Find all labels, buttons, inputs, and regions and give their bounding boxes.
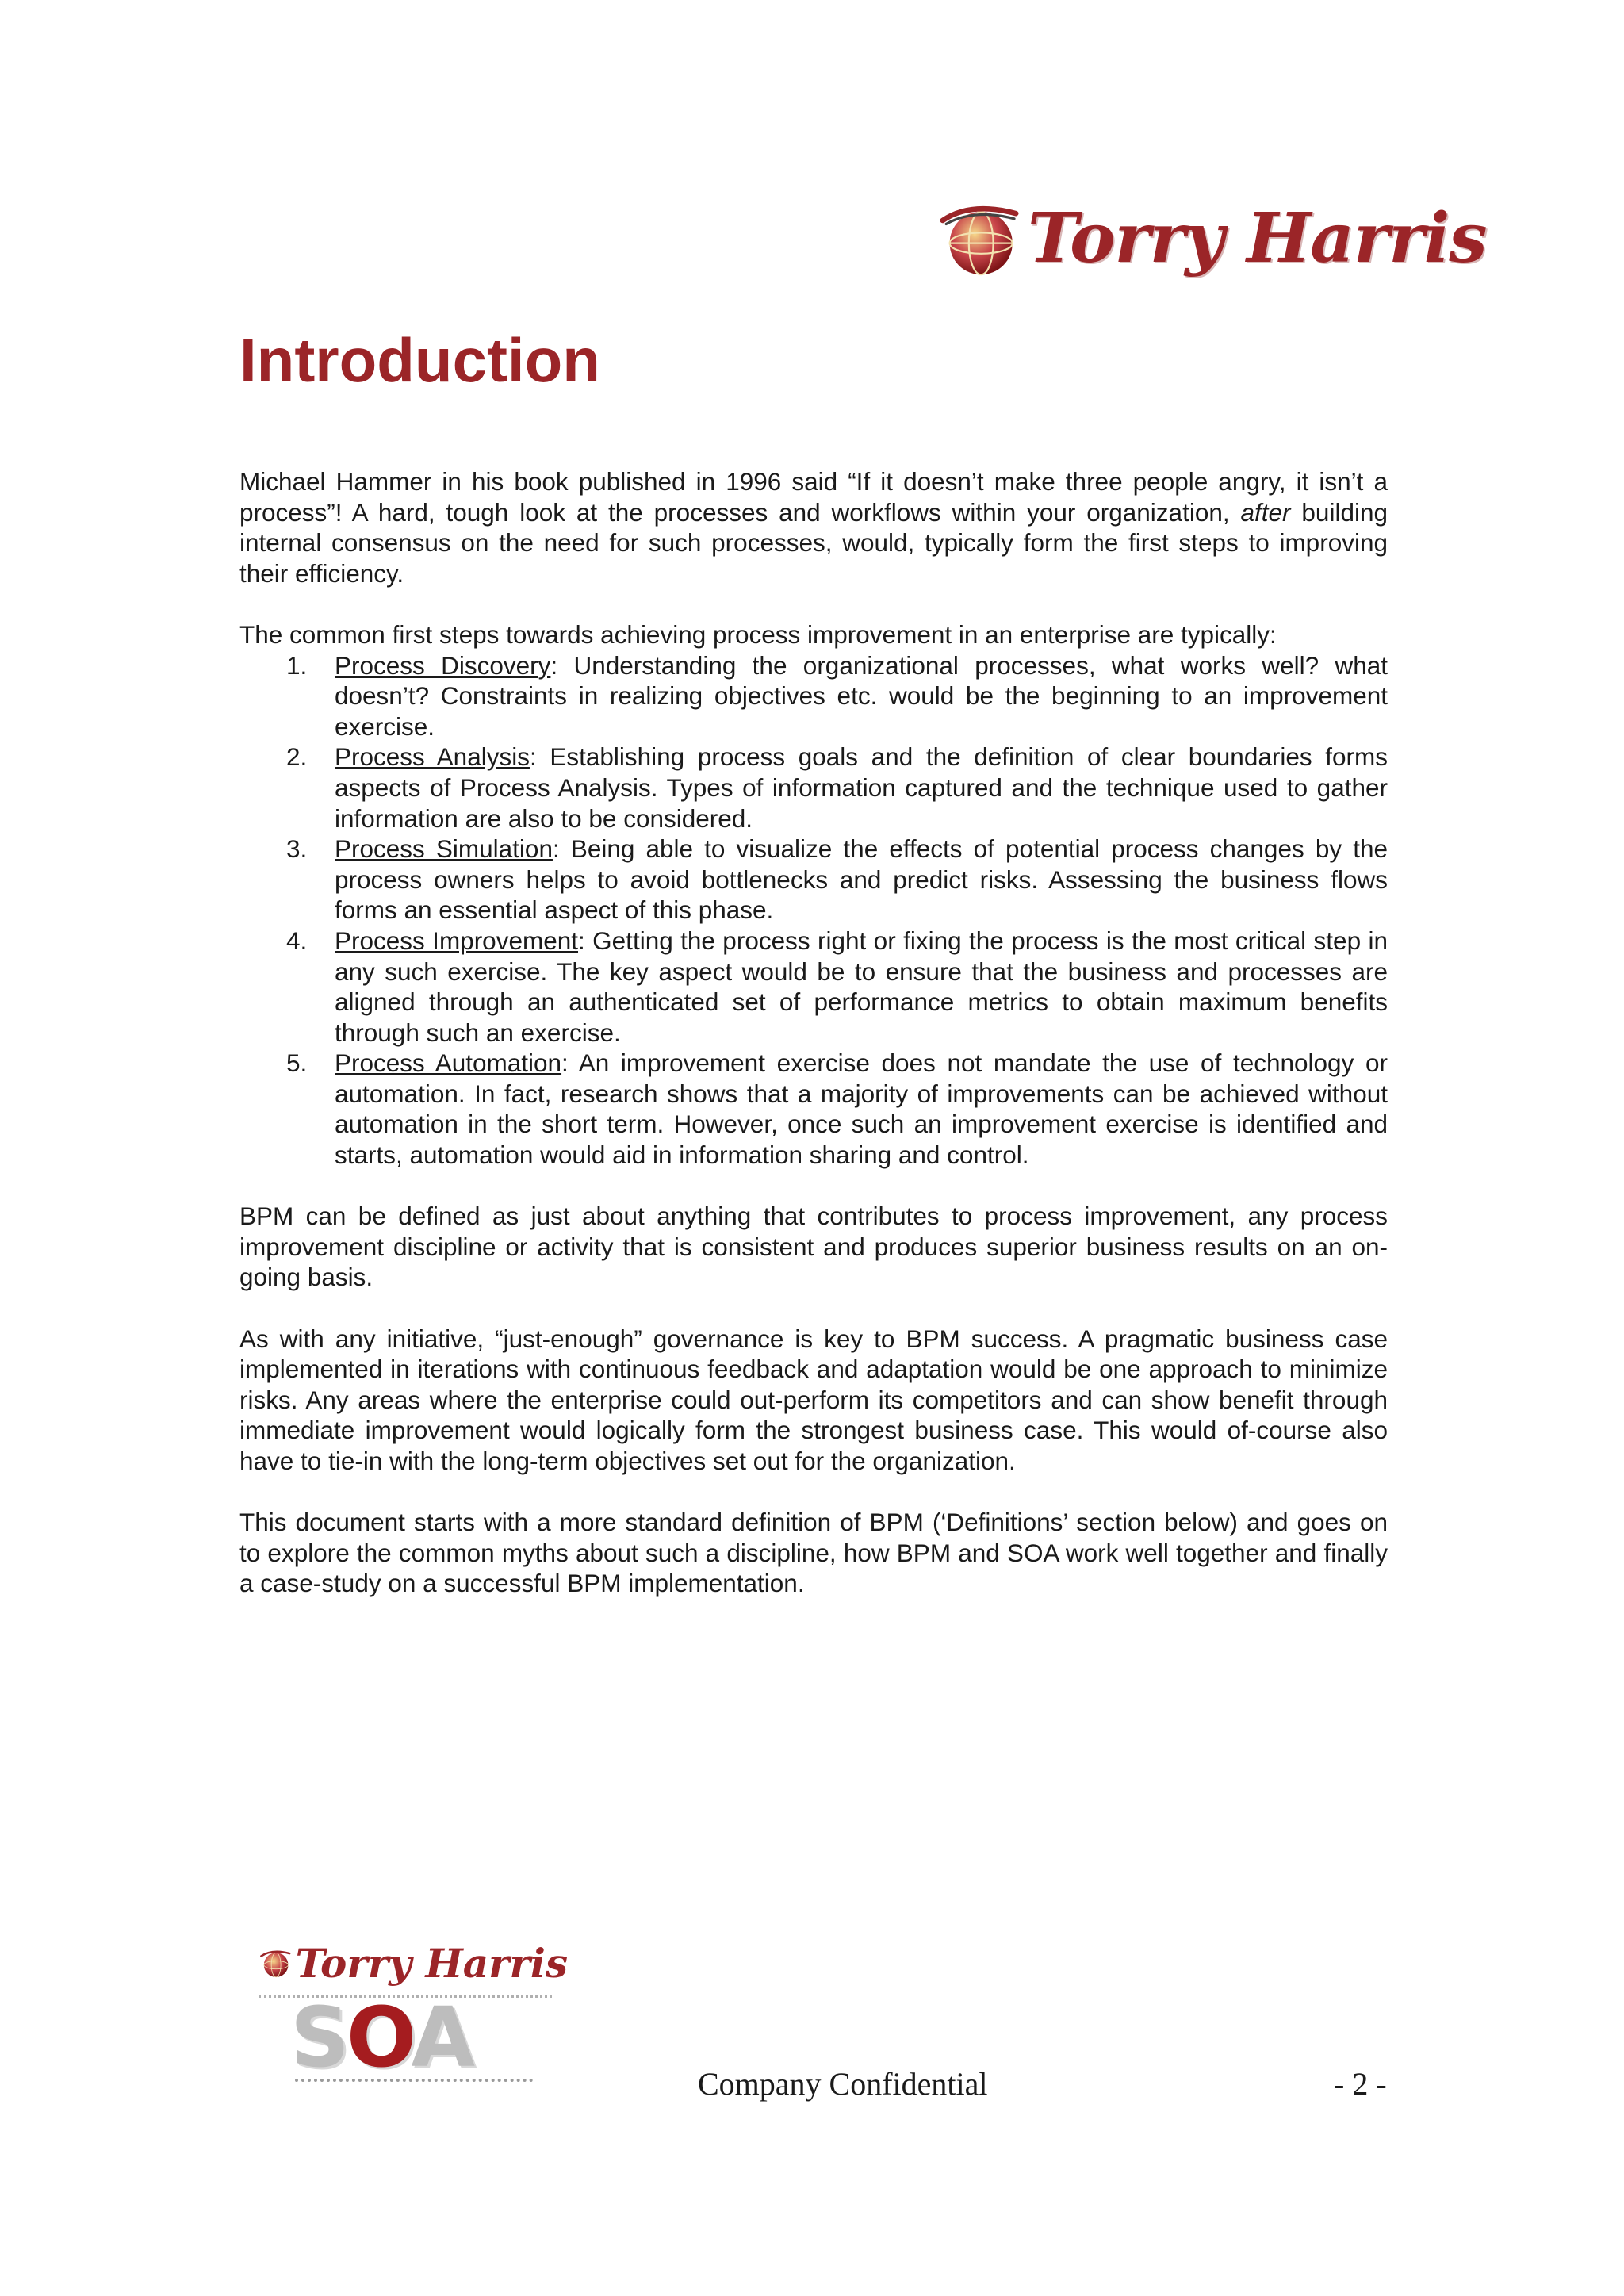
list-item-term: Process Discovery <box>335 650 551 680</box>
paragraph-intro <box>239 466 1388 588</box>
list-item <box>239 650 1388 742</box>
paragraph-intro-emphasis: after <box>1240 497 1291 527</box>
list-item-text: : Being able to visualize the effects of potential process changes by the process owners helps to avoid bottlenecks and predict risks. Assessing the business flows forms an essential aspect of this phase. <box>335 834 1388 925</box>
page-number: - 2 - <box>1334 2066 1387 2102</box>
paragraph-intro-start: Michael Hammer in his book published in 1996 said “If it doesn’t make three people angry, it isn’t a process”! A hard, tough look at the processes and workflows within your organization, <box>239 467 1388 527</box>
footer-logo <box>259 1935 568 2094</box>
list-item-number: 5. <box>286 1048 308 1078</box>
list-item-term: Process Analysis <box>335 742 530 772</box>
list-item-text: : Getting the process right or fixing the process is the most critical step in any such exercise. The key aspect would be to ensure that the business and processes are aligned through an authenticated set of performance metrics to obtain maximum benefits through such an exercise. <box>335 926 1388 1047</box>
list-item-number: 4. <box>286 926 308 955</box>
list-item-number: 2. <box>286 742 308 772</box>
list-item <box>239 926 1388 1048</box>
list-item <box>239 742 1388 834</box>
list-item <box>239 1048 1388 1170</box>
list-item <box>239 834 1388 926</box>
list-item-term: Process Simulation <box>335 834 553 864</box>
soa-logo: SOA <box>290 1989 473 2086</box>
list-item-term: Process Improvement <box>335 926 579 955</box>
paragraph-bpm-definition: BPM can be defined as just about anything that contributes to process improvement, any process improvement discipline or activity that is consistent and produces superior business results on an on-going basis. <box>239 1202 1388 1292</box>
header-logo-text: Torry Harris <box>1028 197 1487 278</box>
list-item-text: : Establishing process goals and the definition of clear boundaries forms aspects of Process Analysis. Types of information captured and the technique used to gather information are also to be considered. <box>335 742 1388 833</box>
list-item-number: 1. <box>286 650 308 680</box>
paragraph-document-overview: This document starts with a more standard definition of BPM (‘Definitions’ section below) and goes on to explore the common myths about such a discipline, how BPM and SOA work well together and finally a case-study on a successful BPM implementation. <box>239 1508 1388 1598</box>
footer-confidential: Company Confidential <box>698 2066 988 2102</box>
list-item-term: Process Automation <box>335 1048 562 1078</box>
list-item-number: 3. <box>286 834 308 864</box>
list-item-text: : Understanding the organizational processes, what works well? what doesn’t? Constraints in realizing objectives etc. would be the beginning to an improvement exercise. <box>335 650 1388 741</box>
paragraph-steps-intro: The common first steps towards achieving process improvement in an enterprise are typically: <box>239 619 1277 649</box>
list-item-text: : An improvement exercise does not mandate the use of technology or automation. In fact, research shows that a majority of improvements can be achieved without automation in the short term. However, once such an improvement exercise is identified and starts, automation would aid in information sharing and control. <box>335 1048 1388 1170</box>
steps-list <box>239 650 1388 1171</box>
paragraph-intro-end: building internal consensus on the need for such processes, would, typically form the first steps to improving their efficiency. <box>239 497 1388 588</box>
page-title: Introduction <box>239 325 600 395</box>
header-logo <box>936 190 1487 286</box>
paragraph-governance: As with any initiative, “just-enough” governance is key to BPM success. A pragmatic business case implemented in iterations with continuous feedback and adaptation would be one approach to minimize risks. Any areas where the enterprise could out-perform its competitors and can show benefit through immediate improvement would logically form the strongest business case. This would of-course also have to tie-in with the long-term objectives set out for the organization. <box>239 1324 1388 1475</box>
globe-logo-icon <box>259 1935 293 1991</box>
document-body <box>239 466 1388 1599</box>
footer-logo-text: Torry Harris <box>295 1939 568 1987</box>
globe-logo-icon <box>936 194 1023 282</box>
